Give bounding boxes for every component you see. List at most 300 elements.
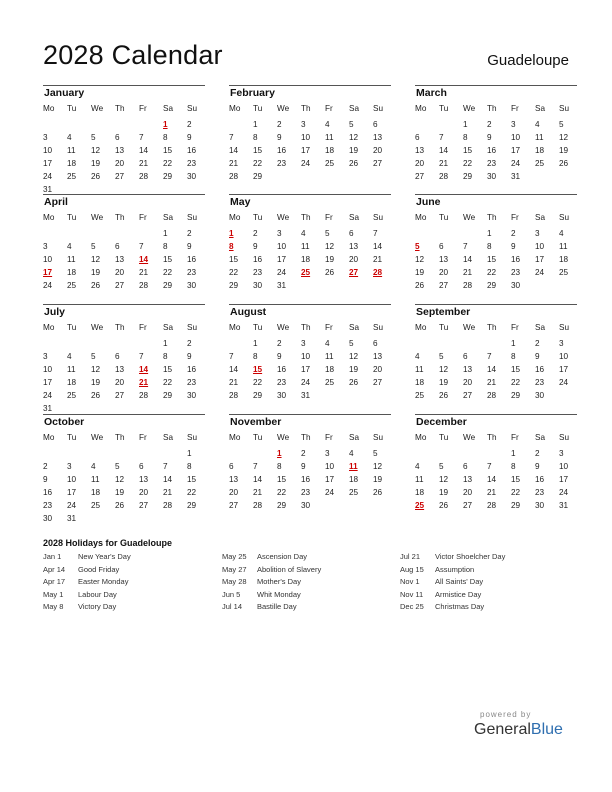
weekday-label: Tu: [67, 433, 77, 442]
day-cell: 2: [535, 339, 540, 348]
week-row: [229, 389, 391, 402]
calendar-title: 2028 Calendar: [43, 40, 223, 70]
day-cell: 22: [277, 488, 287, 497]
day-cell: 16: [43, 488, 53, 497]
week-row: [229, 486, 391, 499]
day-cell: 3: [301, 120, 306, 129]
day-cell: 4: [559, 229, 564, 238]
day-cell: 16: [535, 365, 545, 374]
day-cell: 13: [139, 475, 149, 484]
weekday-label: Fr: [511, 104, 519, 113]
day-cell: 14: [139, 146, 149, 155]
week-row: [43, 363, 205, 376]
holiday-day: 25: [301, 268, 311, 277]
day-cell: 8: [511, 352, 516, 361]
weekday-header: [43, 431, 205, 444]
day-cell: 29: [229, 281, 239, 290]
day-cell: 18: [91, 488, 101, 497]
day-cell: 9: [187, 133, 192, 142]
day-cell: 16: [487, 146, 497, 155]
day-cell: 18: [67, 378, 77, 387]
day-cell: 24: [43, 172, 53, 181]
day-cell: 6: [415, 133, 420, 142]
day-cell: 11: [559, 242, 568, 251]
day-cell: 27: [439, 281, 449, 290]
day-cell: 7: [139, 242, 144, 251]
day-cell: 14: [373, 242, 383, 251]
day-cell: 14: [163, 475, 173, 484]
holiday-day: 14: [139, 365, 149, 374]
day-cell: 10: [301, 133, 311, 142]
day-cell: 20: [373, 146, 383, 155]
weekday-label: Sa: [163, 213, 174, 222]
weekday-header: [229, 431, 391, 444]
day-cell: 18: [67, 159, 77, 168]
weekday-label: Fr: [139, 104, 147, 113]
day-cell: 11: [415, 365, 424, 374]
week-row: [229, 157, 391, 170]
day-cell: 20: [115, 159, 125, 168]
week-row: [229, 118, 391, 131]
day-cell: 18: [325, 365, 335, 374]
day-cell: 23: [187, 268, 197, 277]
day-cell: 4: [91, 462, 96, 471]
weekday-label: We: [277, 433, 290, 442]
day-cell: 14: [463, 255, 473, 264]
day-cell: 19: [115, 488, 125, 497]
week-row: [229, 350, 391, 363]
day-cell: 3: [43, 242, 48, 251]
day-cell: 29: [463, 172, 473, 181]
holidays-heading: 2028 Holidays for Guadeloupe: [43, 538, 173, 548]
month-divider: [229, 194, 391, 195]
day-cell: 18: [535, 146, 545, 155]
day-cell: 15: [511, 475, 521, 484]
weekday-label: Sa: [349, 104, 360, 113]
weekday-header: [43, 211, 205, 224]
day-cell: 16: [535, 475, 545, 484]
weekday-label: Sa: [163, 323, 174, 332]
week-row: [43, 499, 205, 512]
day-cell: 12: [349, 133, 359, 142]
holiday-day: 1: [277, 449, 282, 458]
holiday-date: Apr 14: [43, 564, 66, 574]
day-cell: 17: [511, 146, 521, 155]
day-cell: 30: [535, 391, 545, 400]
day-cell: 11: [415, 475, 424, 484]
weekday-label: Su: [187, 213, 198, 222]
day-cell: 13: [115, 255, 125, 264]
week-row: [229, 376, 391, 389]
weekday-label: Th: [487, 433, 497, 442]
day-cell: 26: [439, 391, 449, 400]
day-cell: 9: [535, 352, 540, 361]
weekday-label: We: [463, 433, 476, 442]
holiday-date: Aug 15: [400, 564, 424, 574]
day-cell: 30: [487, 172, 497, 181]
day-cell: 24: [43, 391, 53, 400]
day-cell: 21: [139, 159, 149, 168]
day-cell: 30: [187, 281, 197, 290]
day-cell: 14: [487, 365, 497, 374]
week-row: [43, 131, 205, 144]
month-divider: [229, 414, 391, 415]
day-cell: 5: [115, 462, 120, 471]
holiday-name: Bastille Day: [257, 602, 297, 612]
day-cell: 13: [115, 146, 125, 155]
day-cell: 15: [463, 146, 473, 155]
weekday-label: Fr: [511, 323, 519, 332]
day-cell: 25: [67, 281, 77, 290]
weekday-label: Th: [115, 213, 125, 222]
weekday-label: Th: [301, 213, 311, 222]
weekday-label: Sa: [535, 433, 546, 442]
day-cell: 25: [535, 159, 545, 168]
day-cell: 26: [91, 281, 101, 290]
weekday-label: Mo: [43, 213, 55, 222]
day-cell: 11: [91, 475, 100, 484]
weekday-header: [229, 321, 391, 334]
month-divider: [43, 85, 205, 86]
week-row: [43, 460, 205, 473]
day-cell: 17: [559, 475, 569, 484]
day-cell: 16: [277, 146, 287, 155]
week-row: [415, 227, 577, 240]
day-cell: 24: [277, 268, 287, 277]
day-cell: 20: [463, 378, 473, 387]
day-cell: 19: [439, 488, 449, 497]
day-cell: 28: [139, 391, 149, 400]
weekday-label: Mo: [229, 433, 241, 442]
day-cell: 22: [511, 378, 521, 387]
day-cell: 7: [439, 133, 444, 142]
week-row: [43, 157, 205, 170]
day-cell: 27: [373, 159, 383, 168]
weekday-label: Mo: [229, 213, 241, 222]
day-cell: 27: [115, 281, 125, 290]
holiday-date: Dec 25: [400, 602, 424, 612]
day-cell: 12: [559, 133, 569, 142]
weekday-header: [229, 211, 391, 224]
day-cell: 19: [349, 365, 359, 374]
week-row: [229, 337, 391, 350]
holiday-name: Easter Monday: [78, 577, 129, 587]
day-cell: 30: [187, 391, 197, 400]
day-cell: 29: [163, 391, 173, 400]
weekday-label: Th: [115, 433, 125, 442]
day-cell: 9: [277, 352, 282, 361]
day-cell: 3: [67, 462, 72, 471]
day-cell: 3: [325, 449, 330, 458]
day-cell: 26: [91, 172, 101, 181]
day-cell: 20: [415, 159, 425, 168]
weekday-label: Fr: [511, 433, 519, 442]
weekday-label: We: [91, 104, 104, 113]
day-cell: 17: [43, 378, 53, 387]
generalblue-logo[interactable]: [474, 721, 563, 739]
day-cell: 20: [115, 268, 125, 277]
day-cell: 24: [301, 159, 311, 168]
weekday-label: Tu: [67, 213, 77, 222]
week-row: [229, 499, 391, 512]
week-row: [43, 350, 205, 363]
day-cell: 2: [277, 339, 282, 348]
day-cell: 26: [349, 378, 359, 387]
day-cell: 11: [325, 133, 334, 142]
week-row: [415, 389, 577, 402]
day-cell: 4: [67, 133, 72, 142]
day-cell: 22: [229, 268, 239, 277]
day-cell: 21: [439, 159, 449, 168]
weekday-label: Su: [559, 323, 570, 332]
weekday-label: We: [463, 323, 476, 332]
day-cell: 7: [163, 462, 168, 471]
day-cell: 18: [301, 255, 311, 264]
day-cell: 10: [325, 462, 335, 471]
week-row: [229, 447, 391, 460]
day-cell: 28: [487, 501, 497, 510]
day-cell: 28: [439, 172, 449, 181]
day-cell: 12: [439, 475, 449, 484]
day-cell: 15: [253, 146, 263, 155]
day-cell: 13: [373, 133, 383, 142]
day-cell: 23: [43, 501, 53, 510]
weekday-label: Su: [187, 433, 198, 442]
day-cell: 16: [253, 255, 263, 264]
day-cell: 30: [535, 501, 545, 510]
week-row: [229, 266, 391, 279]
weekday-label: Tu: [439, 323, 449, 332]
day-cell: 5: [91, 133, 96, 142]
day-cell: 6: [139, 462, 144, 471]
week-row: [43, 447, 205, 460]
month-name: February: [230, 87, 275, 99]
day-cell: 31: [277, 281, 287, 290]
month-name: December: [416, 416, 467, 428]
week-row: [415, 486, 577, 499]
day-cell: 18: [67, 268, 77, 277]
day-cell: 18: [559, 255, 569, 264]
day-cell: 1: [163, 339, 168, 348]
week-row: [43, 144, 205, 157]
day-cell: 24: [325, 488, 335, 497]
weekday-label: Su: [559, 433, 570, 442]
weekday-label: Th: [301, 433, 311, 442]
day-cell: 19: [439, 378, 449, 387]
day-cell: 2: [187, 120, 192, 129]
day-cell: 21: [463, 268, 473, 277]
day-cell: 16: [301, 475, 311, 484]
day-cell: 25: [91, 501, 101, 510]
weekday-label: Mo: [415, 104, 427, 113]
holiday-name: Ascension Day: [257, 552, 308, 561]
holiday-name: All Saints' Day: [435, 577, 484, 587]
day-cell: 8: [487, 242, 492, 251]
day-cell: 4: [67, 242, 72, 251]
holiday-name: Christmas Day: [435, 602, 485, 612]
day-cell: 7: [373, 229, 378, 238]
day-cell: 3: [43, 352, 48, 361]
day-cell: 6: [115, 242, 120, 251]
week-row: [415, 337, 577, 350]
day-cell: 15: [163, 146, 173, 155]
holiday-day: 28: [373, 268, 383, 277]
day-cell: 6: [229, 462, 234, 471]
week-row: [415, 350, 577, 363]
day-cell: 9: [301, 462, 306, 471]
brand-blue: Blue: [530, 721, 563, 738]
day-cell: 19: [325, 255, 335, 264]
month-name: May: [230, 196, 251, 208]
month-divider: [43, 194, 205, 195]
day-cell: 5: [349, 339, 354, 348]
day-cell: 23: [301, 488, 311, 497]
day-cell: 12: [91, 365, 101, 374]
weekday-label: Th: [487, 213, 497, 222]
day-cell: 23: [277, 159, 287, 168]
day-cell: 17: [67, 488, 77, 497]
day-cell: 23: [277, 378, 287, 387]
day-cell: 22: [487, 268, 497, 277]
day-cell: 10: [301, 352, 311, 361]
week-row: [43, 473, 205, 486]
holiday-date: Jun 5: [222, 589, 241, 599]
day-cell: 19: [373, 475, 383, 484]
day-cell: 3: [535, 229, 540, 238]
holiday-date: Jan 1: [43, 552, 62, 561]
day-cell: 18: [415, 488, 425, 497]
day-cell: 9: [277, 133, 282, 142]
day-cell: 28: [463, 281, 473, 290]
day-cell: 15: [511, 365, 521, 374]
week-row: [43, 389, 205, 402]
weekday-label: Tu: [253, 104, 263, 113]
day-cell: 4: [349, 449, 354, 458]
weekday-label: Tu: [439, 213, 449, 222]
day-cell: 2: [253, 229, 258, 238]
brand-general: General: [474, 721, 531, 738]
day-cell: 16: [277, 365, 287, 374]
week-row: [415, 253, 577, 266]
day-cell: 10: [43, 146, 53, 155]
month-divider: [43, 414, 205, 415]
day-cell: 17: [535, 255, 545, 264]
day-cell: 12: [115, 475, 125, 484]
holiday-name: Armistice Day: [435, 589, 482, 599]
country-name: Guadeloupe: [487, 52, 569, 69]
day-cell: 22: [511, 488, 521, 497]
day-cell: 25: [325, 378, 335, 387]
holiday-day: 14: [139, 255, 149, 264]
day-cell: 25: [67, 172, 77, 181]
day-cell: 11: [67, 146, 76, 155]
month-name: January: [44, 87, 85, 99]
weekday-label: Fr: [325, 323, 333, 332]
day-cell: 4: [535, 120, 540, 129]
weekday-label: Su: [373, 323, 384, 332]
weekday-label: Th: [301, 104, 311, 113]
day-cell: 12: [439, 365, 449, 374]
weekday-header: [415, 102, 577, 115]
weekday-label: Mo: [43, 323, 55, 332]
day-cell: 7: [487, 462, 492, 471]
day-cell: 28: [139, 281, 149, 290]
day-cell: 27: [415, 172, 425, 181]
day-cell: 1: [463, 120, 468, 129]
holiday-date: May 28: [222, 577, 247, 587]
weekday-header: [415, 321, 577, 334]
day-cell: 10: [559, 352, 569, 361]
day-cell: 30: [253, 281, 263, 290]
day-cell: 10: [43, 255, 53, 264]
day-cell: 3: [559, 339, 564, 348]
day-cell: 2: [511, 229, 516, 238]
day-cell: 12: [91, 255, 101, 264]
day-cell: 7: [139, 133, 144, 142]
weekday-label: Fr: [511, 213, 519, 222]
day-cell: 1: [253, 120, 258, 129]
week-row: [43, 240, 205, 253]
holiday-day: 17: [43, 268, 53, 277]
day-cell: 20: [139, 488, 149, 497]
weekday-label: Fr: [139, 433, 147, 442]
holiday-name: Labour Day: [78, 589, 117, 599]
day-cell: 3: [559, 449, 564, 458]
week-row: [415, 473, 577, 486]
day-cell: 29: [487, 281, 497, 290]
day-cell: 17: [43, 159, 53, 168]
weekday-label: Mo: [229, 323, 241, 332]
month-name: July: [44, 306, 66, 318]
week-row: [415, 131, 577, 144]
day-cell: 5: [91, 242, 96, 251]
weekday-label: Sa: [163, 104, 174, 113]
day-cell: 4: [325, 120, 330, 129]
day-cell: 8: [511, 462, 516, 471]
week-row: [415, 170, 577, 183]
day-cell: 1: [511, 339, 516, 348]
weekday-label: Tu: [439, 104, 449, 113]
day-cell: 15: [487, 255, 497, 264]
holiday-day: 21: [139, 378, 149, 387]
day-cell: 8: [463, 133, 468, 142]
day-cell: 10: [277, 242, 287, 251]
day-cell: 14: [487, 475, 497, 484]
month-name: April: [44, 196, 68, 208]
day-cell: 3: [277, 229, 282, 238]
weekday-label: Th: [301, 323, 311, 332]
weekday-label: We: [463, 104, 476, 113]
day-cell: 26: [559, 159, 569, 168]
month-divider: [415, 194, 577, 195]
day-cell: 13: [439, 255, 449, 264]
day-cell: 27: [115, 391, 125, 400]
day-cell: 4: [67, 352, 72, 361]
day-cell: 6: [115, 133, 120, 142]
day-cell: 7: [253, 462, 258, 471]
day-cell: 27: [463, 501, 473, 510]
day-cell: 5: [439, 462, 444, 471]
holiday-name: Victor Shoelcher Day: [435, 552, 506, 561]
day-cell: 27: [463, 391, 473, 400]
day-cell: 23: [535, 488, 545, 497]
day-cell: 7: [463, 242, 468, 251]
day-cell: 20: [439, 268, 449, 277]
holiday-date: Nov 11: [400, 589, 424, 599]
day-cell: 8: [277, 462, 282, 471]
day-cell: 1: [187, 449, 192, 458]
day-cell: 21: [163, 488, 173, 497]
